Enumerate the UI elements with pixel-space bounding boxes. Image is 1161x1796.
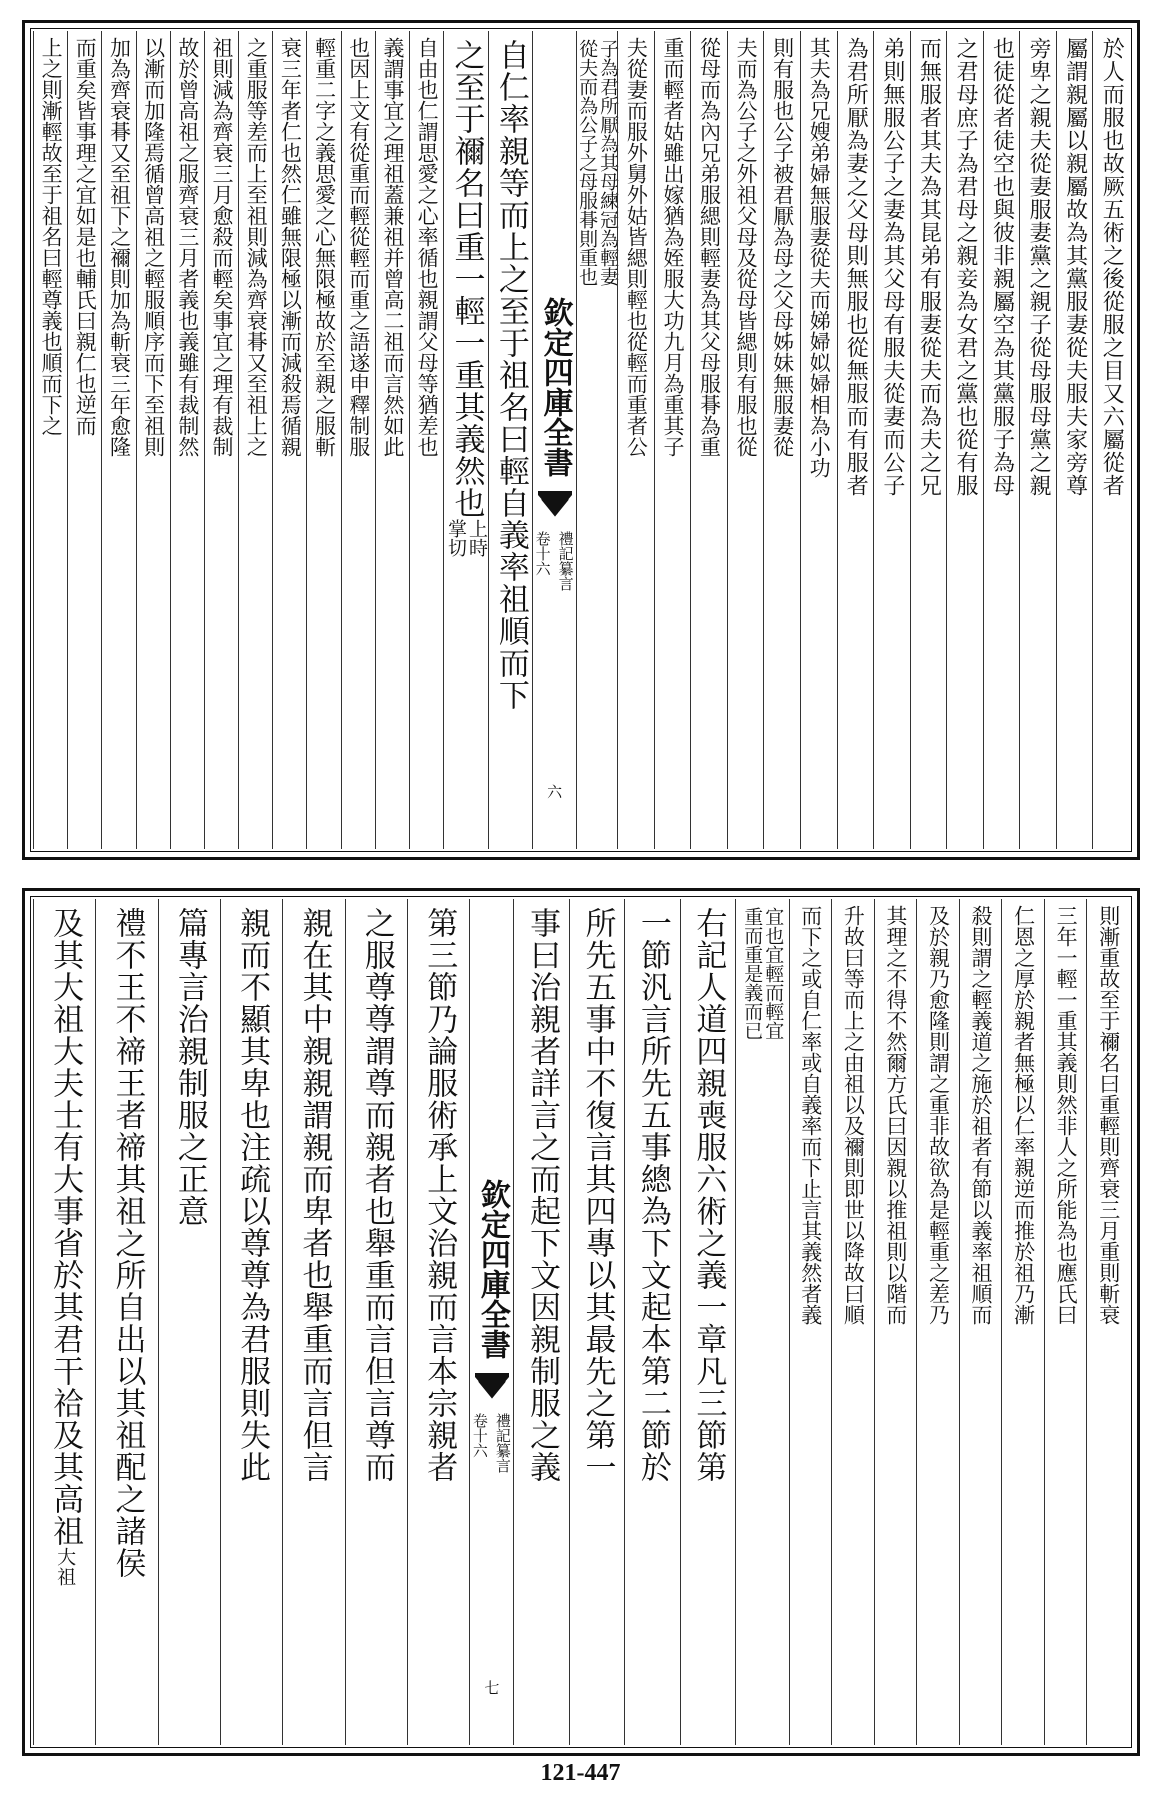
center-column: [532, 31, 576, 849]
text-column: 而重矣皆事理之宜如是也輔氏曰親仁也逆而: [73, 37, 98, 436]
text-column: 重而重是義而已: [741, 907, 764, 1040]
note-column: [67, 31, 101, 849]
center-column: [469, 899, 513, 1745]
section-label: 禮記纂言: [556, 531, 575, 591]
note-column: [306, 31, 340, 849]
leaf-number: 七: [482, 1680, 501, 1695]
book-title-banner: 欽定四庫全書: [537, 297, 573, 477]
note-column: [983, 31, 1020, 849]
page-footer-number: 121-447: [540, 1760, 621, 1786]
text-column: 從母而為內兄弟服緦則輕妻為其父母服朞為重: [697, 37, 722, 457]
text-column: 禮不王不禘王者禘其祖之所自出以其祖配之諸侯: [109, 907, 146, 1579]
text-column: 而下之或自仁率或自義率而下止言其義然者義: [798, 905, 823, 1325]
text-column: 加為齊衰朞又至祖下之禰則加為斬衰三年愈隆: [107, 37, 132, 457]
note-column: [170, 31, 204, 849]
text-column: 也因上文有從重而輕從輕而重之語遂申釋制服: [346, 37, 371, 457]
section-label: 卷十六: [470, 1413, 489, 1458]
text-column: 掌切: [444, 519, 467, 557]
note-column: [874, 899, 917, 1745]
text-column: 三年一輕一重其義則然非人之所能為也應氏曰: [1054, 905, 1079, 1325]
text-column: 之君母庶子為君母之親妾為女君之黨也從有服: [952, 37, 978, 497]
text-column: 自由也仁謂思愛之心率循也親謂父母等猶差也: [415, 37, 440, 457]
text-column: 輕重二字之義思愛之心無限極故於至親之服斬: [312, 37, 337, 457]
fish-tail-mark-icon: [475, 1367, 509, 1407]
text-column: 則漸重故至于禰名曰重輕則齊衰三月重則斬衰: [1096, 905, 1121, 1325]
text-column: 及其大祖大夫士有大事省於其君干祫及其高祖: [47, 907, 84, 1547]
note-column: [959, 899, 1002, 1745]
note-column: [617, 31, 654, 849]
text-column: 親而不顯其卑也注疏以尊尊為君服則失此: [234, 907, 271, 1483]
text-column: 宜也宜輕而輕宜: [762, 907, 785, 1040]
leaf-number: 六: [545, 784, 564, 799]
main-text-column: [220, 899, 282, 1745]
lower-columns: [33, 899, 1129, 1745]
note-column: [654, 31, 691, 849]
note-column: [375, 31, 409, 849]
note-column: [238, 31, 272, 849]
text-column: 一節汎言所先五事總為下文起本第二節於: [634, 907, 671, 1483]
note-column: [789, 899, 832, 1745]
main-text-column: [443, 31, 487, 849]
note-column: [1086, 899, 1129, 1745]
text-column: 升故曰等而上之由祖以及禰則即世以降故曰順: [841, 905, 866, 1325]
text-column: 之服尊尊謂尊而親者也舉重而言但言尊而: [358, 907, 395, 1483]
note-column: [1044, 899, 1087, 1745]
text-column: 衰三年者仁也然仁雖無限極以漸而減殺焉循親: [278, 37, 303, 457]
text-column: 夫從妻而服外舅外姑皆緦則輕也從輕而重者公: [624, 37, 649, 457]
text-column: 從夫而為公子之母服朞則重也: [576, 39, 599, 286]
text-column: 事曰治親者詳言之而起下文因親制服之義: [524, 907, 561, 1483]
text-column: 為君所厭為妻之父母則無服也從無服而有服者: [843, 37, 869, 497]
text-column: 於人而服也故厥五術之後從服之目又六屬從者: [1099, 37, 1125, 497]
upper-columns: [33, 31, 1129, 849]
note-column: [763, 31, 800, 849]
main-text-column: [407, 899, 469, 1745]
text-column: 屬謂親屬以親屬故為其黨服妻從夫服夫家旁尊: [1062, 37, 1088, 497]
text-column: 則有服也公子被君厭為母之父母姊妹無服妻從: [770, 37, 795, 457]
main-text-column: [345, 899, 407, 1745]
note-column: [101, 31, 135, 849]
text-column: 祖: [54, 1567, 77, 1587]
text-column: 親在其中親親謂親而卑者也舉重而言但言: [296, 907, 333, 1483]
main-text-column: [513, 899, 568, 1745]
section-label: 禮記纂言: [493, 1413, 512, 1473]
note-column: [910, 31, 947, 849]
note-column: [341, 31, 375, 849]
text-column: 重而輕者姑雖出嫁猶為姪服大功九月為重其子: [660, 37, 685, 457]
main-text-column: [33, 899, 95, 1745]
lower-page: [22, 888, 1140, 1756]
text-column: 故於曾高祖之服齊衰三月者義也義雖有裁制然: [175, 37, 200, 457]
note-column: [831, 899, 874, 1745]
text-column: 義謂事宜之理祖蓋兼祖并曾高二祖而言然如此: [380, 37, 405, 457]
text-column: 大: [54, 1547, 77, 1567]
note-column: [727, 31, 764, 849]
text-column: 其夫為兄嫂弟婦無服妻從夫而娣婦姒婦相為小功: [807, 37, 832, 478]
book-title-banner: 欽定四庫全書: [474, 1179, 510, 1359]
main-text-column: [624, 899, 679, 1745]
main-text-column: [95, 899, 157, 1745]
note-column: [690, 31, 727, 849]
text-column: 上之則漸輕故至于祖名曰輕尊義也順而下之: [39, 37, 64, 436]
fish-tail-mark-icon: [538, 485, 572, 525]
note-column: [916, 899, 959, 1745]
text-column: 第三節乃論服術承上文治親而言本宗親者: [421, 907, 458, 1483]
note-column: [1019, 31, 1056, 849]
text-column: 以漸而加隆焉循曾高祖之輕服順序而下至祖則: [141, 37, 166, 457]
note-column: [272, 31, 306, 849]
note-column: [946, 31, 983, 849]
main-text-column: [488, 31, 532, 849]
text-column: 其理之不得不然爾方氏曰因親以推祖則以階而: [883, 905, 908, 1325]
text-column: 而無服者其夫為其昆弟有服妻從夫而為夫之兄: [916, 37, 942, 497]
note-column: [873, 31, 910, 849]
text-column: 之至于禰名曰重一輕一重其義然也: [448, 39, 485, 519]
note-column: [33, 31, 67, 849]
note-column: [1056, 31, 1093, 849]
note-column: [837, 31, 874, 849]
text-column: 祖則減為齊衰三月愈殺而輕矣事宜之理有裁制: [210, 37, 234, 457]
main-text-column: [680, 899, 735, 1745]
text-column: 及於親乃愈隆則謂之重非故欲為是輕重之差乃: [926, 905, 951, 1325]
text-column: 子為君所厭為其母練冠為輕妻: [597, 39, 620, 286]
main-text-column: [158, 899, 220, 1745]
main-text-column: [282, 899, 344, 1745]
text-column: 也徒從者徒空也與彼非親屬空為其黨服子為母: [989, 37, 1015, 497]
text-column: 旁卑之親夫從妻服妻黨之親子從母服母黨之親: [1026, 37, 1052, 497]
section-label: 卷十六: [533, 531, 552, 576]
text-column: 之重服等差而上至祖則減為齊衰朞又至祖上之: [244, 37, 269, 457]
text-column: 所先五事中不復言其四專以其最先之第一: [579, 907, 616, 1483]
note-column: [136, 31, 170, 849]
paired-note-column: [576, 31, 620, 849]
text-column: 殺則謂之輕義道之施於祖者有節以義率祖順而: [969, 905, 994, 1325]
note-column: [409, 31, 443, 849]
main-text-column: [569, 899, 624, 1745]
text-column: 篇專言治親制服之正意: [171, 907, 208, 1227]
note-column: [1092, 31, 1129, 849]
note-column: [204, 31, 238, 849]
note-column: [1001, 899, 1044, 1745]
text-column: 弟則無服公子之妻為其父母有服夫從妻而公子: [879, 37, 905, 497]
text-column: 自仁率親等而上之至于祖名曰輕自義率祖順而下: [492, 39, 529, 711]
text-column: 仁恩之厚於親者無極以仁率親逆而推於祖乃漸: [1011, 905, 1036, 1325]
note-column: [800, 31, 837, 849]
text-column: 右記人道四親喪服六術之義一章凡三節第: [690, 907, 727, 1483]
paired-note-column: [735, 899, 788, 1745]
upper-page: [22, 20, 1140, 860]
text-column: 上時: [465, 519, 488, 557]
text-column: 夫而為公子之外祖父母及從母皆緦則有服也從: [734, 37, 759, 457]
